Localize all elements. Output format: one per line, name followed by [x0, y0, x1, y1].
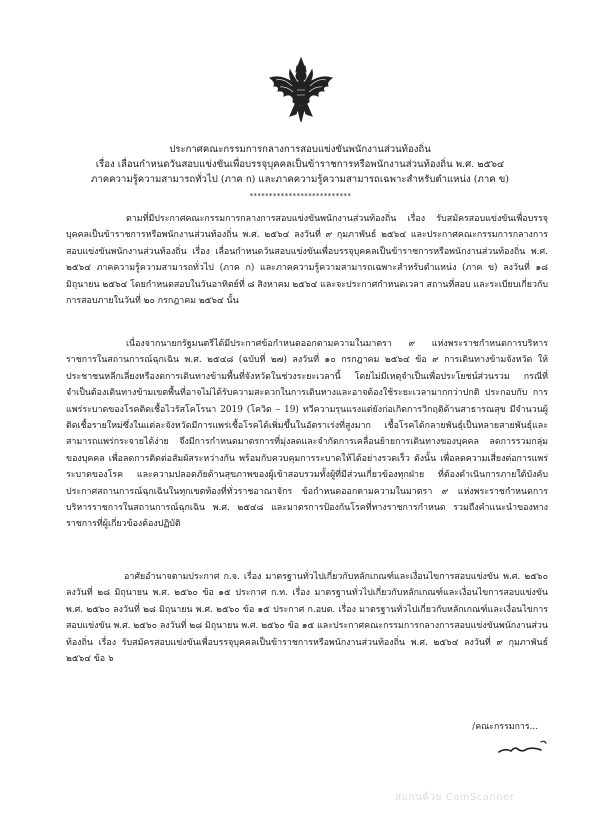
announcement-subject-continued: ภาคความรู้ความสามารถทั่วไป (ภาค ก) และภาคความรู้ความสามารถเฉพาะสำหรับตำแหน่ง (ภาค ข): [91, 174, 509, 185]
garuda-emblem-icon: [266, 56, 336, 126]
body-paragraph-3: อาศัยอำนาจตามประกาศ ก.จ. เรื่อง มาตรฐานทั่วไปเกี่ยวกับหลักเกณฑ์และเงื่อนไขการสอบแข่งขัน พ.ศ. ๒๕๖๐ ลงวันที่ ๒๘ มิถุนายน พ.ศ. ๒๕๖๐ ข้อ ๑๕ ประกาศ ก.ท. เรื่อง มาตรฐานทั่วไปเกี่ยวกับหลักเกณฑ์และเงื่อนไขการสอบแข่งขัน พ.ศ. ๒๕๖๐ ลงวันที่ ๒๘ มิถุนายน พ.ศ. ๒๕๖๐ ข้อ ๑๕ ประกาศ ก.อบต. เรื่อง มาตรฐานทั่วไปเกี่ยวกับหลักเกณฑ์และเงื่อนไขการสอบแข่งขัน พ.ศ. ๒๕๖๐ ลงวันที่ ๒๘ มิถุนายน พ.ศ. ๒๕๖๐ ข้อ ๑๕ และประกาศคณะกรรมการกลางการสอบแข่งขันพนักงานส่วนท้องถิ่น เรื่อง รับสมัครสอบแข่งขันเพื่อบรรจุบุคคลเป็นข้าราชการหรือพนักงานส่วนท้องถิ่น พ.ศ. ๒๕๖๔ ลงวันที่ ๙ กุมภาพันธ์ ๒๕๖๔ ข้อ ๖: [66, 572, 548, 665]
separator-line: **************************: [249, 192, 351, 200]
announcement-title: ประกาศคณะกรรมการกลางการสอบแข่งขันพนักงานส่วนท้องถิ่น: [169, 144, 431, 155]
continued-on-next-page: /คณะกรรมการ...: [472, 722, 538, 732]
scanner-watermark: สแกนด้วย CamScanner: [395, 792, 515, 803]
signature-mark: [497, 738, 549, 758]
announcement-subject: เรื่อง เลื่อนกำหนดวันสอบแข่งขันเพื่อบรรจุบุคคลเป็นข้าราชการหรือพนักงานส่วนท้องถิ่น พ.ศ. ๒๕๖๔: [95, 159, 505, 170]
body-paragraph-1: ตามที่มีประกาศคณะกรรมการกลางการสอบแข่งขันพนักงานส่วนท้องถิ่น เรื่อง รับสมัครสอบแข่งขันเพื่อบรรจุบุคคลเป็นข้าราชการหรือพนักงานส่วนท้องถิ่น พ.ศ. ๒๕๖๔ ลงวันที่ ๙ กุมภาพันธ์ ๒๕๖๔ และประกาศคณะกรรมการกลางการสอบแข่งขันพนักงานส่วนท้องถิ่น เรื่อง เลื่อนกำหนดวันสอบแข่งขันเพื่อบรรจุบุคคลเป็นข้าราชการหรือพนักงานส่วนท้องถิ่น พ.ศ. ๒๕๖๔ ภาคความรู้ความสามารถทั่วไป (ภาค ก) และภาคความรู้ความสามารถเฉพาะสำหรับตำแหน่ง (ภาค ข) ลงวันที่ ๑๘ มิถุนายน ๒๕๖๔ โดยกำหนดสอบในวันอาทิตย์ที่ ๘ สิงหาคม ๒๕๖๔ และจะประกาศกำหนดเวลา สถานที่สอบ และระเบียบเกี่ยวกับการสอบภายในวันที่ ๒๐ กรกฎาคม ๒๕๖๔ นั้น: [66, 214, 548, 307]
body-paragraph-2: เนื่องจากนายกรัฐมนตรีได้มีประกาศข้อกำหนดออกตามความในมาตรา ๙ แห่งพระราชกำหนดการบริหารราชการในสถานการณ์ฉุกเฉิน พ.ศ. ๒๕๔๘ (ฉบับที่ ๒๗) ลงวันที่ ๑๐ กรกฎาคม ๒๕๖๔ ข้อ ๙ การเดินทางข้ามจังหวัด ให้ประชาชนหลีกเลี่ยงหรืองดการเดินทางข้ามพื้นที่จังหวัดในช่วงระยะเวลานี้ โดยไม่มีเหตุจำเป็นเพื่อประโยชน์ส่วนรวม กรณีที่จำเป็นต้องเดินทางข้ามเขตพื้นที่อาจไม่ได้รับความสะดวกในการเดินทางและอาจต้องใช้ระยะเวลามากกว่าปกติ ประกอบกับ การแพร่ระบาดของโรคติดเชื้อไวรัสโคโรนา 2019 (โควิด – 19) ทวีความรุนแรงแต่ยังก่อเกิดการวิกฤติด้านสาธารณสุข มีจำนวนผู้ติดเชื้อรายใหม่ซึ่งในแต่ละจังหวัดมีการแพร่เชื้อโรคได้เพิ่มขึ้นในอัตราเร่งที่สูงมาก เชื้อโรคได้กลายพันธุ์เป็นหลายสายพันธุ์และสามารถแพร่กระจายได้ง่าย จึงมีการกำหนดมาตรการที่มุ่งลดและจำกัดการเคลื่อนย้ายการเดินทางของบุคคล ลดการรวมกลุ่มของบุคคล เพื่อลดการติดต่อสัมผัสระหว่างกัน พร้อมกับควบคุมการระบาดให้ได้อย่างรวดเร็ว ดังนั้น เพื่อลดความเสี่ยงต่อการแพร่ระบาดของโรค และความปลอดภัยด้านสุขภาพของผู้เข้าสอบรวมทั้งผู้ที่มีส่วนเกี่ยวข้องทุกฝ่าย ที่ต้องดำเนินการภายใต้บังคับประกาศสถานการณ์ฉุกเฉินในทุกเขตท้องที่ทั่วราชอาณาจักร ข้อกำหนดออกตามความในมาตรา ๙ แห่งพระราชกำหนดการบริหารราชการในสถานการณ์ฉุกเฉิน พ.ศ. ๒๕๔๘ และมาตรการป้องกันโรคที่ทางราชการกำหนด รวมถึงคำแนะนำของทางราชการที่ผู้เกี่ยวข้องต้องปฏิบัติ: [66, 339, 548, 530]
